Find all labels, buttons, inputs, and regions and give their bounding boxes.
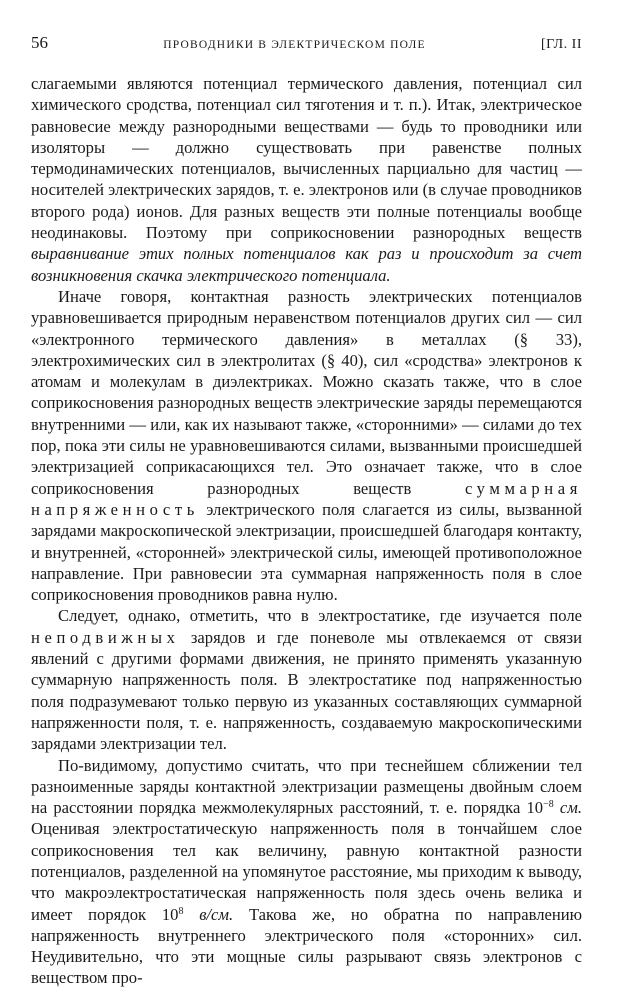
chapter-reference: [ГЛ. II bbox=[540, 37, 582, 52]
body-text bbox=[31, 73, 582, 989]
paragraph-1 bbox=[31, 73, 582, 286]
paragraph-3-spaced-emphasis: неподвижных bbox=[31, 627, 180, 647]
page-number: 56 bbox=[31, 33, 48, 52]
paragraph-3-text-b: зарядов и где поневоле мы отвлекаемся от связи явлений с другими формами движения, не принято применять указанную суммарную напряженность поля. В электростатике под напряженностью поля подразумевают только первую из указанных составляющих суммарной напряженности поля, т. е. напряженность, создаваемую макроскопическими зарядами электризации тел. bbox=[31, 627, 582, 754]
paragraph-3-text-a: Следует, однако, отметить, что в электростатике, где изучается поле bbox=[58, 606, 582, 626]
paragraph-4-text-c: Такова же, но обратна по направлению напряженность внутреннего электрического поля «сторонних» сил. Неудивительно, что эти мощные силы разрывают связь электронов с веществом про- bbox=[31, 904, 583, 988]
paragraph-4-text-a: По-видимому, допустимо считать, что при теснейшем сближении тел разноименные заряды контактной электризации размещены двойным слоем на расстоянии порядка межмолекулярных расстояний, т. е. порядка 10 bbox=[31, 755, 582, 818]
unit-cm: см. bbox=[559, 798, 582, 818]
running-head bbox=[31, 33, 582, 73]
running-title: ПРОВОДНИКИ В ЭЛЕКТРИЧЕСКОМ ПОЛЕ bbox=[163, 39, 426, 51]
exponent-8: 8 bbox=[178, 905, 184, 917]
paragraph-3 bbox=[31, 605, 582, 754]
exponent-minus-8: −8 bbox=[543, 799, 554, 811]
paragraph-2-text-a: Иначе говоря, контактная разность электрических потенциалов уравновешивается природным неравенством потенциалов других сил — сил «электронного термического давления» в металлах (§ 33), электрохимических сил в электролитах (§ 40), сил «сродства» электронов к атомам и молекулам в диэлектриках. Можно сказать также, что в слое соприкосновения разнородных веществ электрические заряды перемещаются внутренними — или, как их называют также, «сторонними» — силами до тех пор, пока эти силы не уравновешиваются силами, вызванными происшедшей электризацией соприкасающихся тел. Это означает также, что в слое соприкосновения разнородных веществ bbox=[31, 286, 582, 498]
unit-v-per-cm: в/см. bbox=[199, 904, 234, 924]
paragraph-4 bbox=[31, 755, 582, 989]
paragraph-4-text-b: Оценивая электростатическую напряженность поля в тончайшем слое соприкосновения тел как величину, равную контактной разности потенциалов, разделенной на упомянутое расстояние, мы приходим к выводу, что макроэлектростатическая напряженность поля здесь очень велика и имеет порядок 10 bbox=[31, 819, 582, 924]
paragraph-2-spaced-emphasis: суммарная напряженность bbox=[31, 478, 582, 519]
paragraph-2 bbox=[31, 286, 582, 605]
paragraph-1-italic-emphasis: выравнивание этих полных потенциалов как раз и происходит за счет возникновения скачка электрического потенциала. bbox=[31, 244, 582, 285]
paragraph-1-text: слагаемыми являются потенциал термического давления, потенциал сил химического сродства, потенциал сил тяготения и т. п.). Итак, электрическое равновесие между разнородными веществами — будь то проводники или изоляторы — должно существовать при равенстве полных термодинамических потенциалов, вычисленных парциально для частиц — носителей электрических зарядов, т. е. электронов или (в случае проводников второго рода) ионов. Для разных веществ эти полные потенциалы вообще неодинаковы. Поэтому при соприкосновении разнородных веществ bbox=[31, 74, 582, 243]
paragraph-2-text-b: электрического поля слагается из силы, вызванной зарядами макроскопической электризации, происшедшей благодаря контакту, и внутренней, «сторонней» электрической силы, имеющей противоположное направление. При равновесии эта суммарная напряженность поля в слое соприкосновения проводников равна нулю. bbox=[31, 499, 582, 605]
